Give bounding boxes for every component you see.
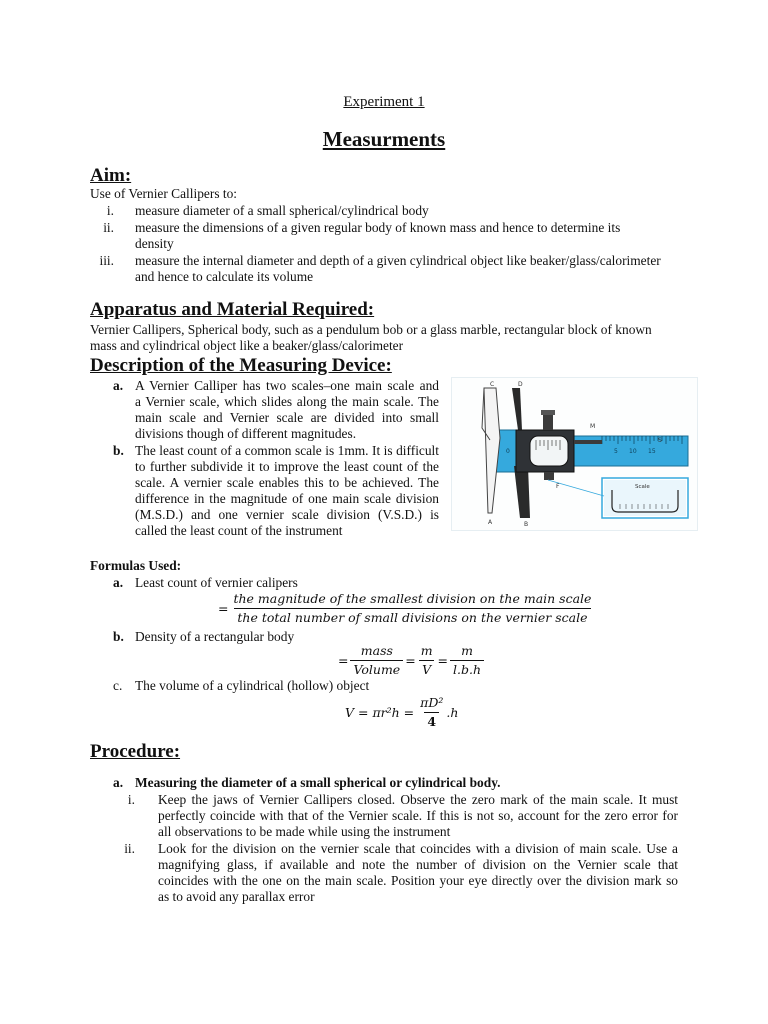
description-item-text: a Vernier scale, which slides along the main scale. The xyxy=(135,394,439,409)
main-scale-tick-label: 5 xyxy=(614,448,618,455)
volume-numerator: πD² xyxy=(420,695,444,710)
figure-label: C xyxy=(490,381,495,388)
main-scale-tick-label: 10 xyxy=(629,448,637,455)
density-numerator: m xyxy=(420,643,433,658)
description-item-text: The least count of a common scale is 1mm. It is difficult xyxy=(135,443,439,458)
figure-label: S xyxy=(658,437,662,444)
density-denominator: V xyxy=(419,660,434,679)
inset-label: Scale xyxy=(635,484,650,490)
page-title: Measurments xyxy=(322,127,446,151)
procedure-step-text: coincides with the one on the main scale. Position your eye directly over the division mark so xyxy=(158,873,678,888)
aim-item-text: measure the dimensions of a given regular body of known mass and hence to determine its xyxy=(135,220,621,235)
volume-tail: .h xyxy=(446,705,459,720)
procedure-step-text: Look for the division on the vernier scale that coincides with a division of main scale. Use a xyxy=(158,841,678,856)
aim-item-text: measure diameter of a small spherical/cylindrical body xyxy=(135,203,429,218)
main-scale-tick-label: 15 xyxy=(648,448,656,455)
description-item-text: to further subdivide it to improve the least count of the xyxy=(135,459,439,474)
procedure-sub-label: a. xyxy=(113,775,124,790)
procedure-step-text: as to avoid any parallax error xyxy=(158,889,315,904)
density-numerator: m xyxy=(461,643,473,658)
procedure-step-text: all observations to be made while using the instrument xyxy=(158,824,451,839)
formula-description: The volume of a cylindrical (hollow) object xyxy=(135,678,370,693)
aim-heading: Aim: xyxy=(90,165,132,186)
description-item-text: called the least count of the instrument xyxy=(135,523,343,538)
density-formula: = $\frac{\text{mass}}{\text{Volume}}$ = $\frac{m}{V}$ = $\frac{m}{l.b.h}$ xyxy=(338,642,484,679)
aim-item-num: iii. xyxy=(99,253,114,268)
description-item-text: main scale and Vernier scale are divided into small xyxy=(135,410,439,425)
description-item-text: (M.S.D.) and one vernier scale division (V.S.D.) is xyxy=(135,507,439,522)
aim-intro: Use of Vernier Callipers to: xyxy=(90,186,238,201)
description-item-text: A Vernier Calliper has two scales–one main scale and xyxy=(135,378,439,393)
procedure-step-num: i. xyxy=(127,792,135,807)
main-scale-tick-label: 0 xyxy=(506,448,510,455)
description-item-text: scale. A vernier scale enables this to be achieved. The xyxy=(135,475,439,490)
least-count-formula: = $\frac{\text{the magnitude of the smallest division on the main scale}}{\text{the total number of small divisions on the vernier scale}}$ xyxy=(218,590,594,627)
formula-description: Least count of vernier calipers xyxy=(135,575,298,590)
description-item-label: b. xyxy=(113,443,124,458)
apparatus-heading: Apparatus and Material Required: xyxy=(90,299,375,320)
procedure-step-text: perfectly coincide with that of the Vernier scale. If this is not so, account for the zero error for xyxy=(158,808,678,823)
density-numerator: mass xyxy=(360,643,393,658)
least-count-denominator: the total number of small divisions on the vernier scale xyxy=(234,608,590,627)
formula-label: a. xyxy=(113,575,124,590)
description-heading: Description of the Measuring Device: xyxy=(90,355,392,376)
aim-item-num: ii. xyxy=(103,220,114,235)
procedure-step-text: Keep the jaws of Vernier Callipers closed. Observe the zero mark of the main scale. It must xyxy=(158,792,678,807)
aim-item-text: measure the internal diameter and depth of a given cylindrical object like beaker/glass/calorimeter xyxy=(135,253,661,268)
formulas-heading: Formulas Used: xyxy=(90,558,182,573)
least-count-numerator: the magnitude of the smallest division on the main scale xyxy=(233,591,592,606)
density-denominator: Volume xyxy=(350,660,403,679)
volume-lhs: V = πr²h = xyxy=(345,705,415,720)
volume-denominator: 4 xyxy=(424,712,439,731)
figure-label: F xyxy=(556,483,560,490)
aim-item-text: density xyxy=(135,236,174,251)
formula-label: c. xyxy=(113,678,123,693)
procedure-step-text: magnifying glass, if available and note the number of division on the Vernier scale that xyxy=(158,857,678,872)
density-denominator: l.b.h xyxy=(450,660,484,679)
figure-label: D xyxy=(518,381,523,388)
formula-description: Density of a rectangular body xyxy=(135,629,295,644)
volume-formula xyxy=(345,694,458,731)
procedure-sub-title: Measuring the diameter of a small spherical or cylindrical body. xyxy=(135,775,501,790)
figure-label: B xyxy=(524,521,529,528)
aim-item-num: i. xyxy=(106,203,114,218)
apparatus-text: Vernier Callipers, Spherical body, such as a pendulum bob or a glass marble, rectangular block of known xyxy=(90,322,652,337)
experiment-label: Experiment 1 xyxy=(343,94,425,110)
procedure-heading: Procedure: xyxy=(90,741,181,762)
figure-label: A xyxy=(488,519,493,526)
vernier-caliper-diagram xyxy=(452,378,697,530)
vernier-caliper-figure xyxy=(451,377,698,531)
description-item-text: divisions though of different magnitudes. xyxy=(135,426,357,441)
description-item-label: a. xyxy=(113,378,124,393)
procedure-step-num: ii. xyxy=(124,841,135,856)
description-item-text: difference in the magnitude of one main scale division xyxy=(135,491,439,506)
aim-item-text: and hence to calculate its volume xyxy=(135,269,314,284)
formula-label: b. xyxy=(113,629,124,644)
apparatus-text: mass and cylindrical object like a beaker/glass/calorimeter xyxy=(90,338,404,353)
figure-label: M xyxy=(590,423,596,430)
